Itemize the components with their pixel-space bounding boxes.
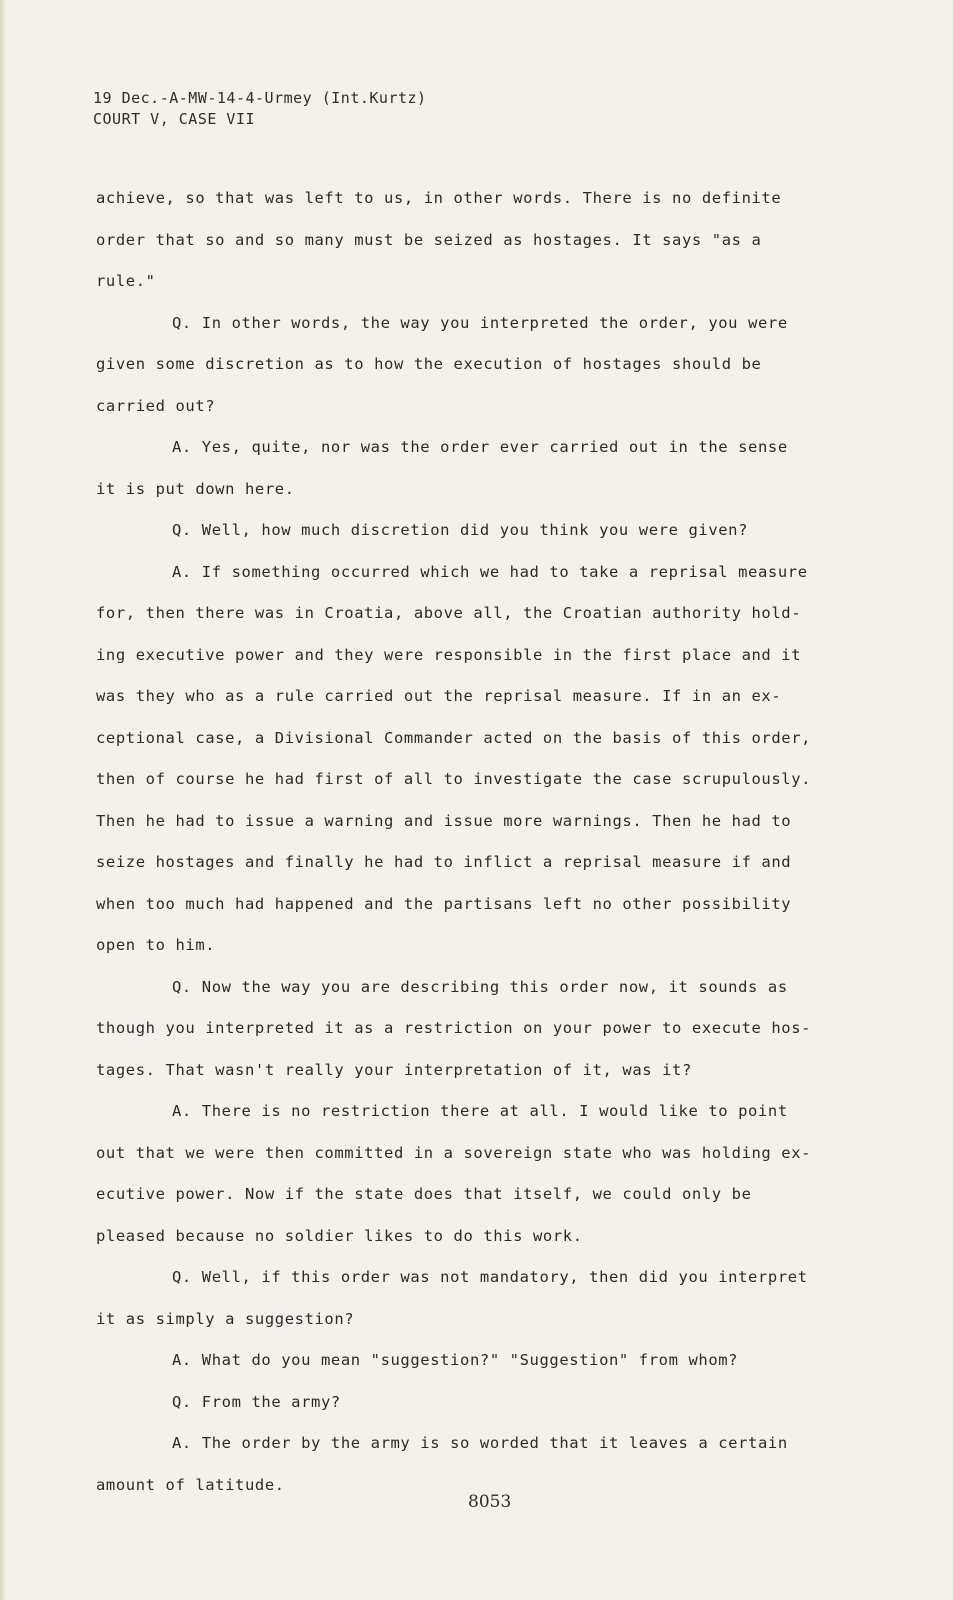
transcript-line: Q. Well, if this order was not mandatory, then did you interpret bbox=[172, 1268, 808, 1286]
transcript-line: Q. Well, how much discretion did you think you were given? bbox=[172, 521, 749, 539]
transcript-line: when too much had happened and the partisans left no other possibility bbox=[96, 894, 792, 913]
transcript-line: pleased because no soldier likes to do this work. bbox=[96, 1226, 583, 1245]
transcript-line: Then he had to issue a warning and issue more warnings. Then he had to bbox=[96, 811, 792, 830]
transcript-line: A. There is no restriction there at all. I would like to point bbox=[172, 1102, 788, 1120]
transcript-line: ecutive power. Now if the state does that itself, we could only be bbox=[96, 1185, 752, 1203]
transcript-line: though you interpreted it as a restriction on your power to execute hos- bbox=[96, 1019, 812, 1037]
transcript-line: A. If something occurred which we had to take a reprisal measure bbox=[172, 562, 808, 581]
transcript-line: then of course he had first of all to investigate the case scrupulously. bbox=[96, 770, 812, 788]
document-header bbox=[93, 88, 427, 130]
transcript-line: rule." bbox=[96, 272, 156, 290]
transcript-line: A. What do you mean "suggestion?" "Suggestion" from whom? bbox=[172, 1351, 739, 1369]
transcript-line: ceptional case, a Divisional Commander acted on the basis of this order, bbox=[96, 728, 812, 747]
transcript-line: A. The order by the army is so worded that it leaves a certain bbox=[172, 1434, 788, 1452]
header-line-court-case: COURT V, CASE VII bbox=[93, 110, 256, 128]
transcript-line: carried out? bbox=[96, 396, 216, 415]
transcript-line: was they who as a rule carried out the reprisal measure. If in an ex- bbox=[96, 687, 782, 705]
transcript-line: A. Yes, quite, nor was the order ever carried out in the sense bbox=[172, 438, 788, 456]
transcript-line: Q. Now the way you are describing this order now, it sounds as bbox=[172, 977, 788, 996]
transcript-line: out that we were then committed in a sovereign state who was holding ex- bbox=[96, 1143, 812, 1162]
transcript-line: ing executive power and they were responsible in the first place and it bbox=[96, 645, 802, 664]
transcript-line: achieve, so that was left to us, in other words. There is no definite bbox=[96, 189, 782, 207]
transcript-line: Q. From the army? bbox=[172, 1392, 341, 1411]
page-number: 8053 bbox=[468, 1492, 512, 1512]
transcript-line: given some discretion as to how the execution of hostages should be bbox=[96, 355, 762, 373]
transcript-line: seize hostages and finally he had to inflict a reprisal measure if and bbox=[96, 853, 792, 871]
transcript-line: amount of latitude. bbox=[96, 1475, 285, 1494]
transcript-line: order that so and so many must be seized as hostages. It says "as a bbox=[96, 230, 762, 249]
transcript-line: tages. That wasn't really your interpretation of it, was it? bbox=[96, 1060, 692, 1079]
page-edge-shadow bbox=[0, 0, 6, 1600]
transcript-line: it is put down here. bbox=[96, 479, 295, 498]
transcript-line: for, then there was in Croatia, above all, the Croatian authority hold- bbox=[96, 604, 802, 622]
transcript-line: open to him. bbox=[96, 936, 216, 954]
transcript-body bbox=[96, 178, 866, 1506]
header-line-date-reference: 19 Dec.-A-MW-14-4-Urmey (Int.Kurtz) bbox=[93, 89, 427, 107]
transcript-line: Q. In other words, the way you interpreted the order, you were bbox=[172, 313, 788, 332]
transcript-line: it as simply a suggestion? bbox=[96, 1309, 355, 1328]
